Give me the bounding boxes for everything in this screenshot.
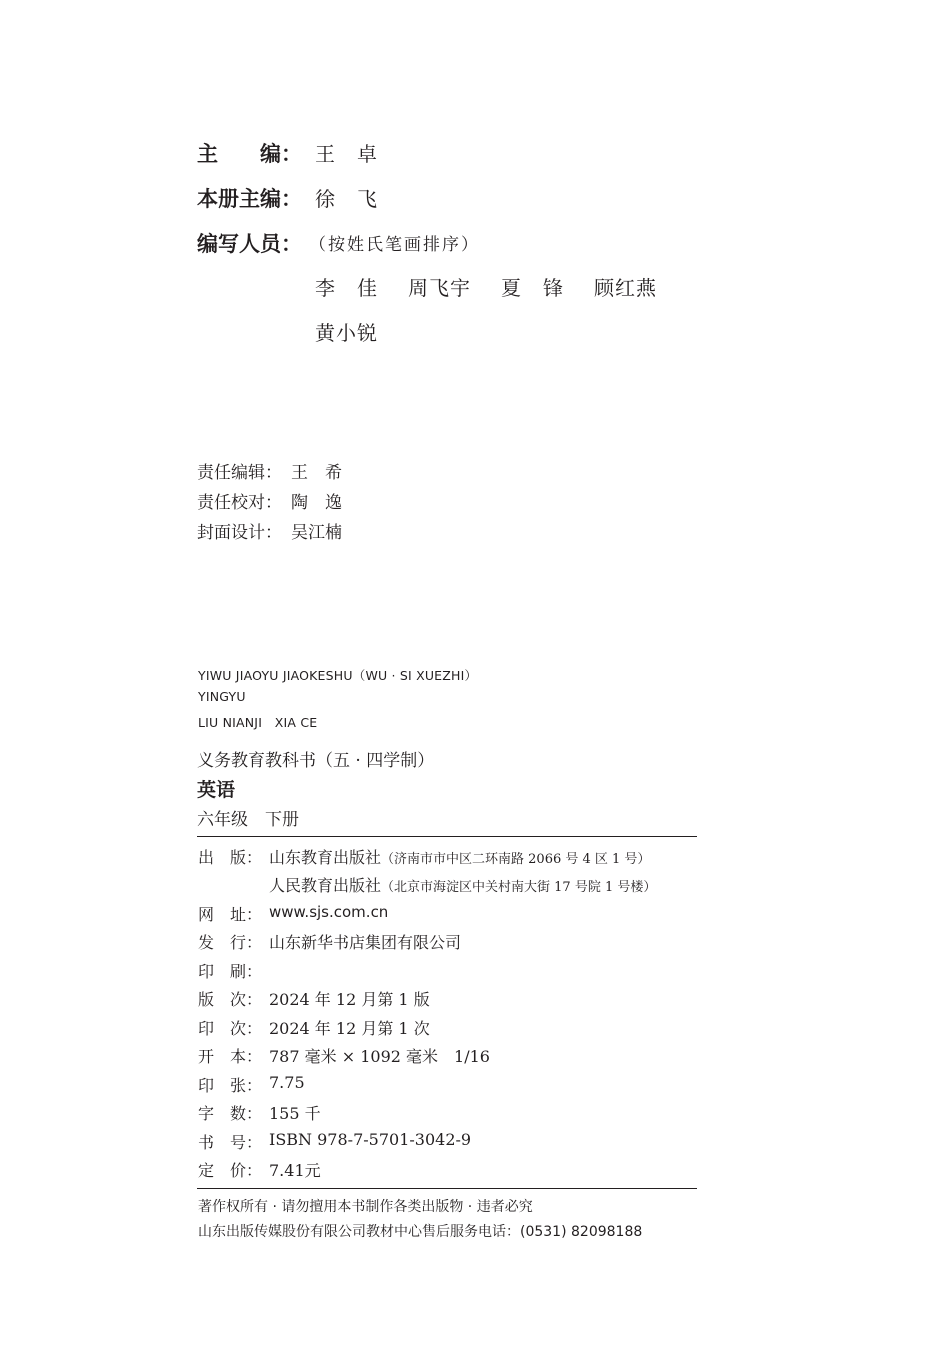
copyright-notice: 著作权所有 · 请勿擅用本书制作各类出版物 · 违者必究 bbox=[198, 1199, 533, 1215]
volume-editor-value: 徐 飞 bbox=[315, 187, 378, 211]
grade-title: 六年级 下册 bbox=[197, 810, 299, 830]
sheets-value: 7.75 bbox=[269, 1073, 305, 1092]
distributor-value: 山东新华书店集团有限公司 bbox=[269, 933, 462, 952]
printer-label: 印 刷： bbox=[198, 962, 263, 981]
writers-label: 编写人员： bbox=[197, 232, 302, 256]
divider-top bbox=[197, 836, 697, 837]
website-label: 网 址： bbox=[198, 905, 263, 924]
publisher-address-1: （济南市市中区二环南路 2066 号 4 区 1 号） bbox=[381, 852, 651, 867]
publisher-line1 bbox=[269, 845, 650, 868]
subject-title: 英语 bbox=[197, 779, 236, 801]
price-value: 7.41元 bbox=[269, 1161, 321, 1180]
writer-name: 顾红燕 bbox=[594, 276, 657, 300]
writer-name: 周飞宇 bbox=[408, 276, 471, 300]
edition-value: 2024 年 12 月第 1 版 bbox=[269, 990, 430, 1009]
pinyin-line-subject: YINGYU bbox=[198, 689, 246, 704]
staff-value-responsible-editor: 王 希 bbox=[291, 463, 342, 483]
price-label: 定 价： bbox=[198, 1161, 263, 1180]
printing-value: 2024 年 12 月第 1 次 bbox=[269, 1019, 430, 1038]
writers-names-row1 bbox=[315, 272, 657, 301]
format-value: 787 毫米 × 1092 毫米 1/16 bbox=[269, 1047, 490, 1066]
publisher-address-2: （北京市海淀区中关村南大街 17 号院 1 号楼） bbox=[381, 880, 657, 895]
staff-label-proofreader: 责任校对： bbox=[197, 493, 282, 513]
format-label: 开 本： bbox=[198, 1047, 263, 1066]
isbn-label: 书 号： bbox=[198, 1133, 263, 1152]
staff-value-proofreader: 陶 逸 bbox=[291, 493, 342, 513]
staff-label-responsible-editor: 责任编辑： bbox=[197, 463, 282, 483]
writers-names-row2: 黄小锐 bbox=[315, 321, 378, 345]
series-title: 义务教育教科书（五 · 四学制） bbox=[197, 751, 435, 771]
chief-editor-label: 主 编： bbox=[197, 142, 302, 166]
publisher-name-2: 人民教育出版社 bbox=[269, 876, 382, 895]
sheets-label: 印 张： bbox=[198, 1076, 263, 1095]
printing-label: 印 次： bbox=[198, 1019, 263, 1038]
website-value: www.sjs.com.cn bbox=[269, 903, 389, 921]
writers-note: （按姓氏笔画排序） bbox=[309, 235, 480, 255]
pinyin-line-series: YIWU JIAOYU JIAOKESHU（WU · SI XUEZHI） bbox=[198, 668, 478, 683]
word-count-value: 155 千 bbox=[269, 1104, 321, 1123]
staff-label-cover-design: 封面设计： bbox=[197, 523, 282, 543]
writer-name: 李 佳 bbox=[315, 276, 378, 300]
isbn-value: ISBN 978-7-5701-3042-9 bbox=[269, 1130, 472, 1149]
volume-editor-label: 本册主编： bbox=[197, 187, 302, 211]
publisher-name-1: 山东教育出版社 bbox=[269, 848, 382, 867]
staff-value-cover-design: 吴江楠 bbox=[291, 523, 342, 543]
publisher-label: 出 版： bbox=[198, 848, 263, 867]
service-phone: 山东出版传媒股份有限公司教材中心售后服务电话：(0531) 82098188 bbox=[198, 1224, 643, 1240]
writer-name: 夏 锋 bbox=[501, 276, 564, 300]
divider-bottom bbox=[197, 1188, 697, 1189]
distributor-label: 发 行： bbox=[198, 933, 263, 952]
chief-editor-value: 王 卓 bbox=[315, 142, 378, 166]
publisher-line2 bbox=[269, 873, 656, 896]
pinyin-line-grade: LIU NIANJI XIA CE bbox=[198, 715, 318, 730]
word-count-label: 字 数： bbox=[198, 1104, 263, 1123]
edition-label: 版 次： bbox=[198, 990, 263, 1009]
